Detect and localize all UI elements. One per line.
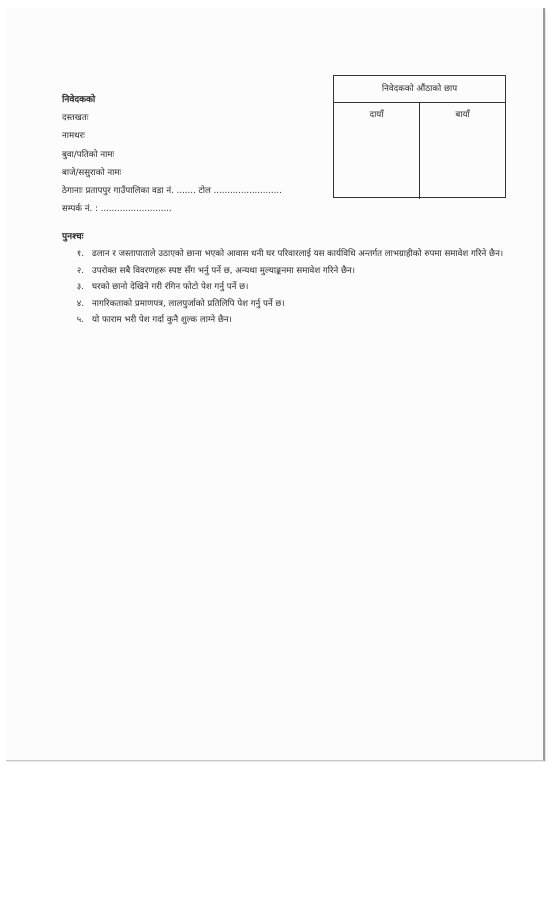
note-number: ४. — [76, 298, 84, 309]
note-item — [62, 312, 512, 329]
contact-number-field: सम्पर्क नं. : .......................... — [62, 204, 172, 215]
note-number: २. — [76, 265, 84, 276]
note-number: ३. — [76, 282, 84, 292]
note-text: नागरिकताको प्रमाणपत्र, लालपुर्जाको प्रतिलिपि पेश गर्नु पर्ने छ। — [92, 298, 285, 309]
note-item — [62, 279, 512, 296]
applicant-fields — [62, 109, 282, 218]
father-husband-name-field: बुवा/पतिको नामः — [62, 149, 115, 160]
note-item — [62, 246, 512, 263]
note-item — [62, 296, 512, 313]
applicant-heading: निवेदकको — [62, 95, 96, 105]
notes-list — [62, 246, 512, 329]
address-field: ठेगानाः प्रतापपुर गाउँपालिका वडा नं. ....... टोल ......................... — [62, 186, 282, 197]
note-number: ५. — [76, 315, 84, 325]
name-field: नामथरः — [62, 131, 85, 142]
signature-field: दस्तखतः — [62, 113, 89, 124]
grandfather-fatherinlaw-name-field: बाजे/ससुराको नामः — [62, 167, 122, 178]
notes-section — [62, 229, 512, 329]
note-number: १. — [76, 249, 84, 259]
right-thumb-cell — [334, 103, 419, 199]
note-text: ढलान र जस्तापाताले उठाएको छाना भएको आवास धनी घर परिवारलाई यस कार्यविधि अन्तर्गत लाभग्राहीको रुपमा समावेश गरिने छैन। — [92, 249, 504, 259]
notes-heading: पुनश्चः — [62, 232, 84, 242]
left-thumb-label: बायाँ — [455, 110, 470, 120]
applicant-section — [62, 91, 282, 218]
left-thumb-cell — [419, 103, 505, 199]
note-text: उपरोक्त सबै विवरणहरू स्पष्ट सँग भर्नु पर्ने छ, अन्यथा मुल्याङ्कनमा समावेश गरिने छैन। — [92, 265, 356, 276]
right-thumb-label: दायाँ — [369, 110, 384, 120]
note-item — [62, 263, 512, 280]
thumbprint-title: निवेदकको औंठाको छाप — [334, 76, 505, 103]
thumbprint-box — [333, 75, 506, 198]
note-text: यो फाराम भरी पेश गर्दा कुनै शुल्क लाग्ने छैन। — [92, 315, 232, 325]
note-text: घरको छानो देखिने गरी रंगिन फोटो पेश गर्नु पर्ने छ। — [92, 282, 249, 292]
